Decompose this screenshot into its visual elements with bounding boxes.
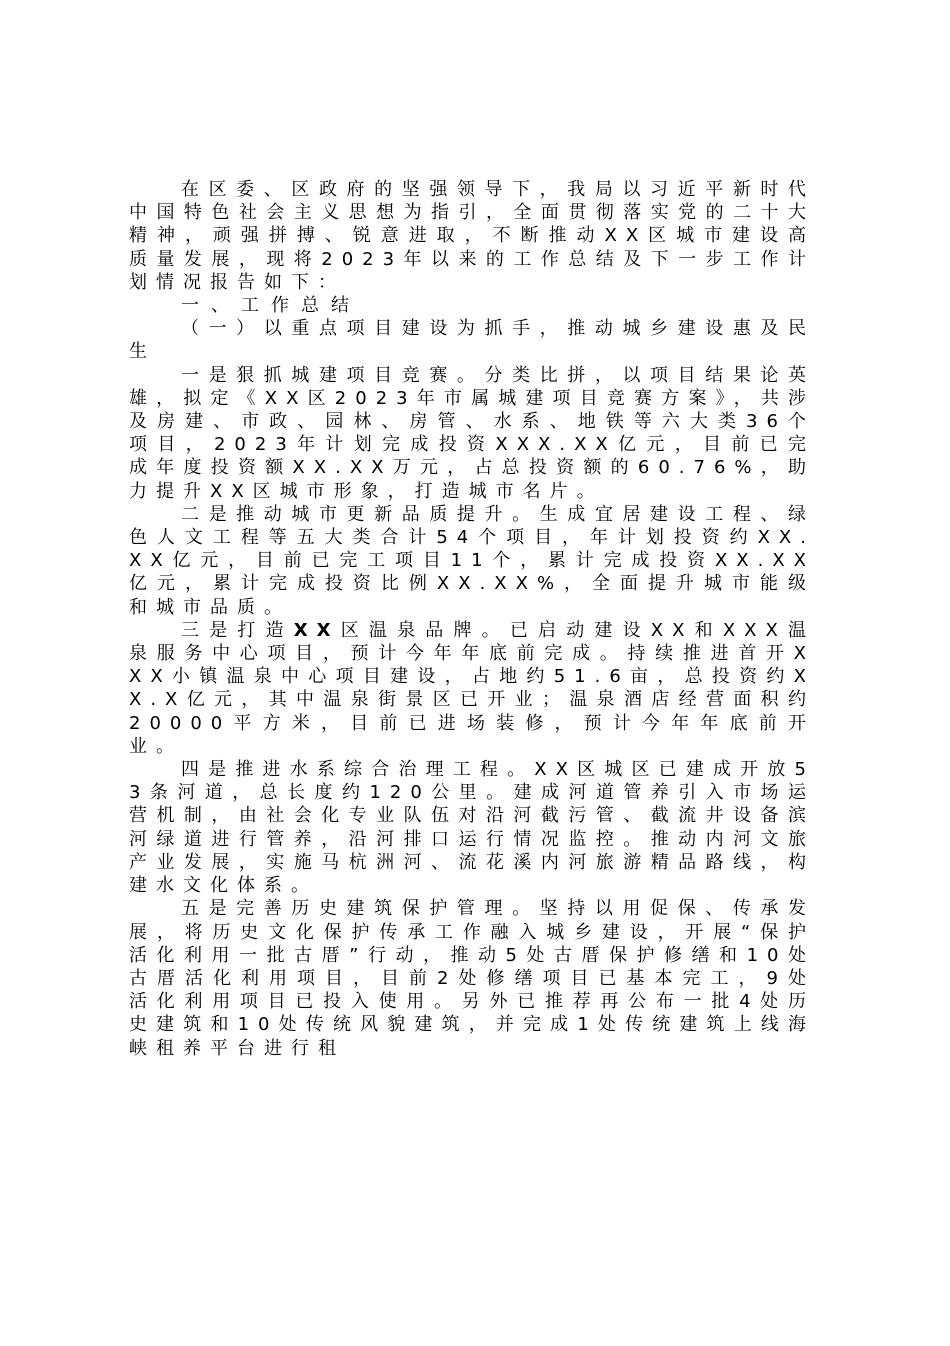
item-3-rest: 区温泉品牌。已启动建设XX和XXX温泉服务中心项目，预计今年年底前完成。持续推进首开XXX小镇温泉中心项目建设，占地约51.6亩，总投资约XX.X亿元，其中温泉街景区已开业；温泉酒店经营面积约20000平方米，目前已进场装修，预计今年年底前开业。 [129, 619, 816, 757]
paragraph-item-2: 二是推动城市更新品质提升。生成宜居建设工程、绿色人文工程等五大类合计54个项目，年计划投资约XX.XX亿元，目前已完工项目11个，累计完成投资XX.XX亿元，累计完成投资比例XX.XX%，全面提升城市能级和城市品质。 [129, 503, 815, 618]
intro-paragraph: 在区委、区政府的坚强领导下，我局以习近平新时代中国特色社会主义思想为指引，全面贯彻落实党的二十大精神，顽强拼搏、锐意进取，不断推动XX区城市建设高质量发展，现将2023年以来的工作总结及下一步工作计划情况报告如下： [129, 179, 815, 293]
section-heading-work-summary: 一、工作总结 [181, 295, 361, 317]
item-3-bold-region: XX [293, 619, 340, 641]
paragraph-item-1: 一是狠抓城建项目竞赛。分类比拼，以项目结果论英雄，拟定《XX区2023年市属城建项目竞赛方案》，共涉及房建、市政、园林、房管、水系、地铁等六大类36个项目，2023年计划完成投资XXX.XX亿元，目前已完成年度投资额XX.XX万元，占总投资额的60.76%，助力提升XX区城市形象，打造城市名片。 [129, 364, 815, 502]
paragraph-item-5: 五是完善历史建筑保护管理。坚持以用促保、传承发展，将历史文化保护传承工作融入城乡建设，开展“保护活化利用一批古厝”行动，推动5处古厝保护修缮和10处古厝活化利用项目，目前2处修缮项目已基本完工，9处活化利用项目已投入使用。另外已推荐再公布一批4处历史建筑和10处传统风貌建筑，并完成1处传统建筑上线海峡租养平台进行租 [129, 898, 815, 1059]
paragraph-item-4: 四是推进水系综合治理工程。XX区城区已建成开放53条河道，总长度约120公里。建成河道管养引入市场运营机制，由社会化专业队伍对沿河截污管、截流井设备滨河绿道进行管养，沿河排口运行情况监控。推动内河文旅产业发展，实施马杭洲河、流花溪内河旅游精品路线，构建水文化体系。 [129, 759, 815, 897]
item-3-prefix: 三是打造 [181, 619, 294, 641]
paragraph-item-3 [129, 619, 815, 758]
subsection-heading-key-projects: （一）以重点项目建设为抓手，推动城乡建设惠及民生 [129, 318, 815, 363]
document-body [129, 178, 815, 1060]
